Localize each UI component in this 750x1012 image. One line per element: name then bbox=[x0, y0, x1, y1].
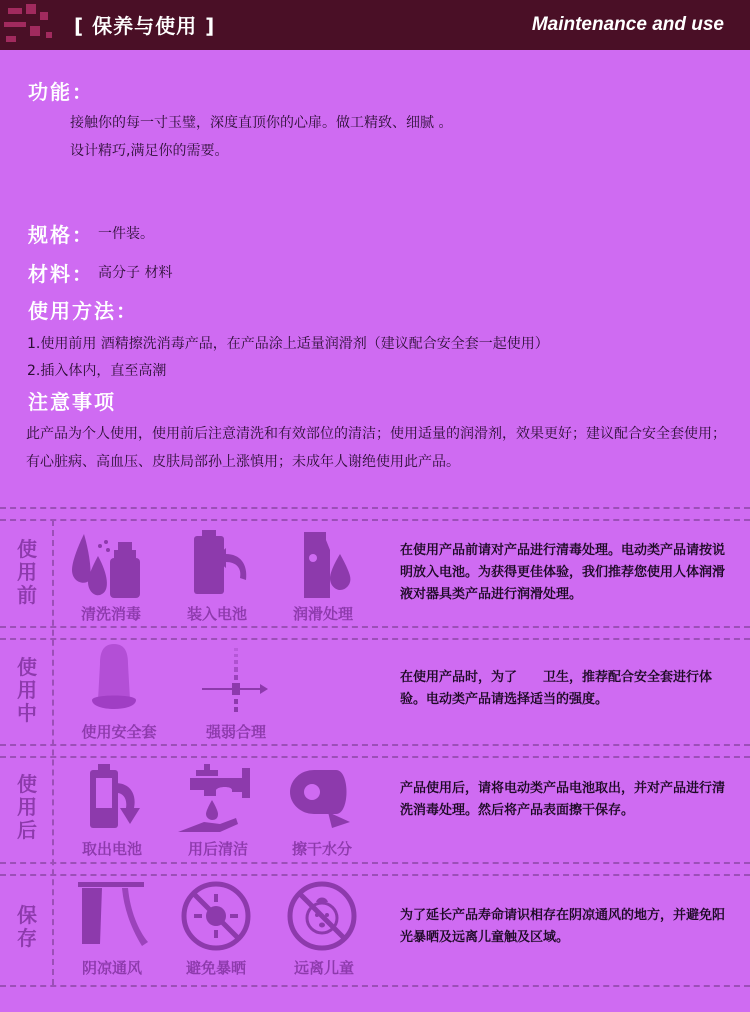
decor-square bbox=[6, 36, 16, 42]
material-heading: 材料： bbox=[28, 262, 94, 286]
caption-insert-battery: 装入电池 bbox=[186, 605, 247, 623]
column-divider bbox=[52, 520, 54, 985]
function-heading: 功能： bbox=[28, 80, 94, 104]
material-value: 高分子 材料 bbox=[98, 265, 173, 281]
caption-intensity: 强弱合理 bbox=[205, 723, 266, 741]
intensity-slider-icon bbox=[198, 644, 270, 712]
row-label-before: 使 用 前 bbox=[17, 537, 37, 607]
spray-clean-icon bbox=[70, 528, 146, 600]
spec-value: 一件装。 bbox=[98, 226, 154, 242]
description-during: 在使用产品时，为了 卫生，推荐配合安全套进行体验。电动类产品请选择适当的强度。 bbox=[400, 670, 713, 707]
row-label-during: 使 用 中 bbox=[17, 655, 37, 725]
battery-insert-icon bbox=[190, 530, 250, 598]
decor-square bbox=[4, 22, 26, 27]
caption-cool-ventilated: 阴凉通风 bbox=[81, 959, 142, 977]
usage-step-2: 2.插入体内，直至高潮 bbox=[27, 363, 167, 379]
row-label-storage: 保 存 bbox=[17, 903, 37, 950]
lubricant-bottle-icon bbox=[300, 528, 356, 600]
usage-step-1: 1.使用前用 酒精擦洗消毒产品，在产品涂上适量润滑剂（建议配合安全套一起使用） bbox=[27, 336, 549, 352]
no-children-icon bbox=[286, 880, 358, 952]
header-bar bbox=[0, 0, 750, 50]
condom-icon bbox=[86, 642, 142, 714]
divider bbox=[0, 638, 750, 640]
caption-remove-battery: 取出电池 bbox=[81, 840, 142, 858]
description-storage: 为了延长产品寿命请识相存在阴凉通风的地方，并避免阳光暴晒及远离儿童触及区域。 bbox=[400, 908, 726, 945]
caption-clean: 清洗消毒 bbox=[80, 605, 141, 623]
tissue-roll-icon bbox=[288, 766, 354, 832]
caption-dry: 擦干水分 bbox=[291, 840, 352, 858]
description-before: 在使用产品前请对产品进行清毒处理。电动类产品请按说明放入电池。为获得更佳体验，我们推荐您使用人体润滑液对器具类产品进行润滑处理。 bbox=[400, 543, 726, 602]
caution-text: 此产品为个人使用，使用前后注意清洗和有效部位的清洁；使用适量的润滑剂，效果更好；建议配合安全套使用；有心脏病、高血压、皮肤局部孙上涨慎用；未成年人谢绝使用此产品。 bbox=[26, 426, 726, 470]
divider bbox=[0, 756, 750, 758]
caption-keep-from-children: 远离儿童 bbox=[293, 959, 354, 977]
battery-remove-icon bbox=[82, 764, 146, 834]
faucet-wash-icon bbox=[176, 762, 260, 838]
decor-square bbox=[46, 32, 52, 38]
description-after: 产品使用后，请将电动类产品电池取出，并对产品进行清洗消毒处理。然后将产品表面擦干保存。 bbox=[400, 781, 726, 818]
no-sun-icon bbox=[180, 880, 252, 952]
section-title-en: Maintenance and use bbox=[531, 14, 724, 35]
curtain-shade-icon bbox=[78, 880, 148, 952]
spec-heading: 规格： bbox=[28, 223, 94, 247]
divider bbox=[0, 985, 750, 987]
caption-avoid-sun: 避免暴晒 bbox=[185, 959, 246, 977]
caption-lubricate: 润滑处理 bbox=[292, 605, 353, 623]
decor-square bbox=[40, 12, 48, 20]
row-label-after: 使 用 后 bbox=[17, 772, 37, 842]
decor-square bbox=[30, 26, 40, 36]
divider bbox=[0, 744, 750, 746]
usage-heading: 使用方法： bbox=[28, 299, 138, 323]
section-title-cn: [ 保养与使用 ] bbox=[74, 14, 216, 38]
divider bbox=[0, 862, 750, 864]
caution-heading: 注意事项 bbox=[28, 390, 116, 414]
divider bbox=[0, 874, 750, 876]
divider bbox=[0, 626, 750, 628]
caption-use-condom: 使用安全套 bbox=[81, 723, 157, 741]
divider bbox=[0, 507, 750, 509]
function-line-2: 设计精巧,满足你的需要。 bbox=[70, 143, 229, 159]
function-line-1: 接触你的每一寸玉璧，深度直顶你的心扉。做工精致、细腻 。 bbox=[70, 115, 453, 131]
divider bbox=[0, 519, 750, 521]
decor-square bbox=[8, 8, 22, 14]
decor-square bbox=[26, 4, 36, 14]
caption-wash-after: 用后清洁 bbox=[187, 840, 248, 858]
